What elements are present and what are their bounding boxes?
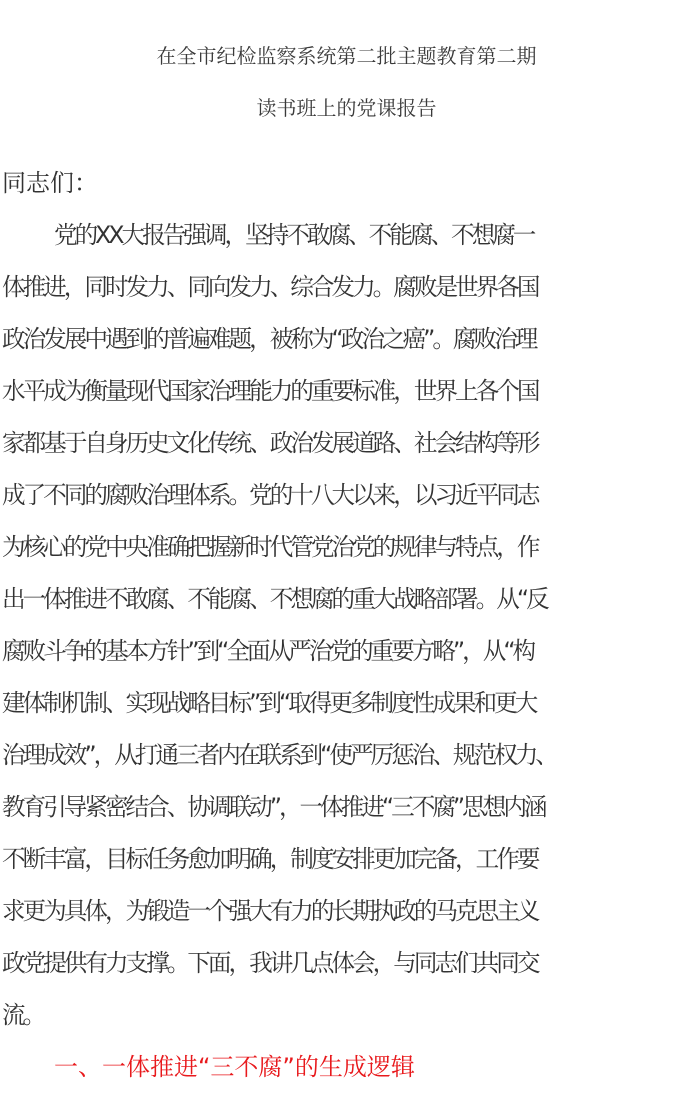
paragraph-line: 流。: [2, 1001, 44, 1029]
paragraph-line: 家都基于自身历史文化传统、政治发展道路、社会结构等形: [2, 429, 538, 457]
paragraph-line: 教育引导紧密结合、协调联动”，一体推进“三不腐”思想内涵: [2, 793, 545, 821]
paragraph-line: 不断丰富，目标任务愈加明确，制度安排更加完备，工作要: [2, 845, 538, 873]
document-title: [0, 30, 693, 134]
paragraph-line: 成了不同的腐败治理体系。党的十八大以来，以习近平同志: [2, 481, 538, 509]
paragraph-line: 出一体推进不敢腐、不能腐、不想腐的重大战略部署。从“反: [2, 585, 547, 613]
section-heading: 一、一体推进“三不腐”的生成逻辑: [54, 1053, 415, 1081]
paragraph-line: 政党提供有力支撑。下面，我讲几点体会，与同志们共同交: [2, 949, 538, 977]
paragraph-line: 腐败斗争的基本方针”到“全面从严治党的重要方略”，从“构: [2, 637, 534, 665]
paragraph-line: 政治发展中遇到的普遍难题，被称为“政治之癌”。腐败治理: [2, 325, 536, 353]
title-line: 在全市纪检监察系统第二批主题教育第二期: [156, 44, 537, 68]
title-line: 读书班上的党课报告: [256, 96, 437, 120]
paragraph-line: 为核心的党中央准确把握新时代管党治党的规律与特点，作: [2, 533, 538, 561]
paragraph-line: 党的XX大报告强调，坚持不敢腐、不能腐、不想腐一: [54, 221, 534, 249]
paragraph-line: 水平成为衡量现代国家治理能力的重要标准，世界上各个国: [2, 377, 538, 405]
greeting: 同志们：: [2, 169, 98, 197]
paragraph-line: 治理成效”，从打通三者内在联系到“使严厉惩治、规范权力、: [2, 741, 556, 769]
paragraph-line: 体推进，同时发力、同向发力、综合发力。腐败是世界各国: [2, 273, 538, 301]
paragraph-line: 建体制机制、实现战略目标”到“取得更多制度性成果和更大: [2, 689, 536, 717]
paragraph-line: 求更为具体，为锻造一个强大有力的长期执政的马克思主义: [2, 897, 538, 925]
body-paragraph: [0, 216, 693, 1048]
